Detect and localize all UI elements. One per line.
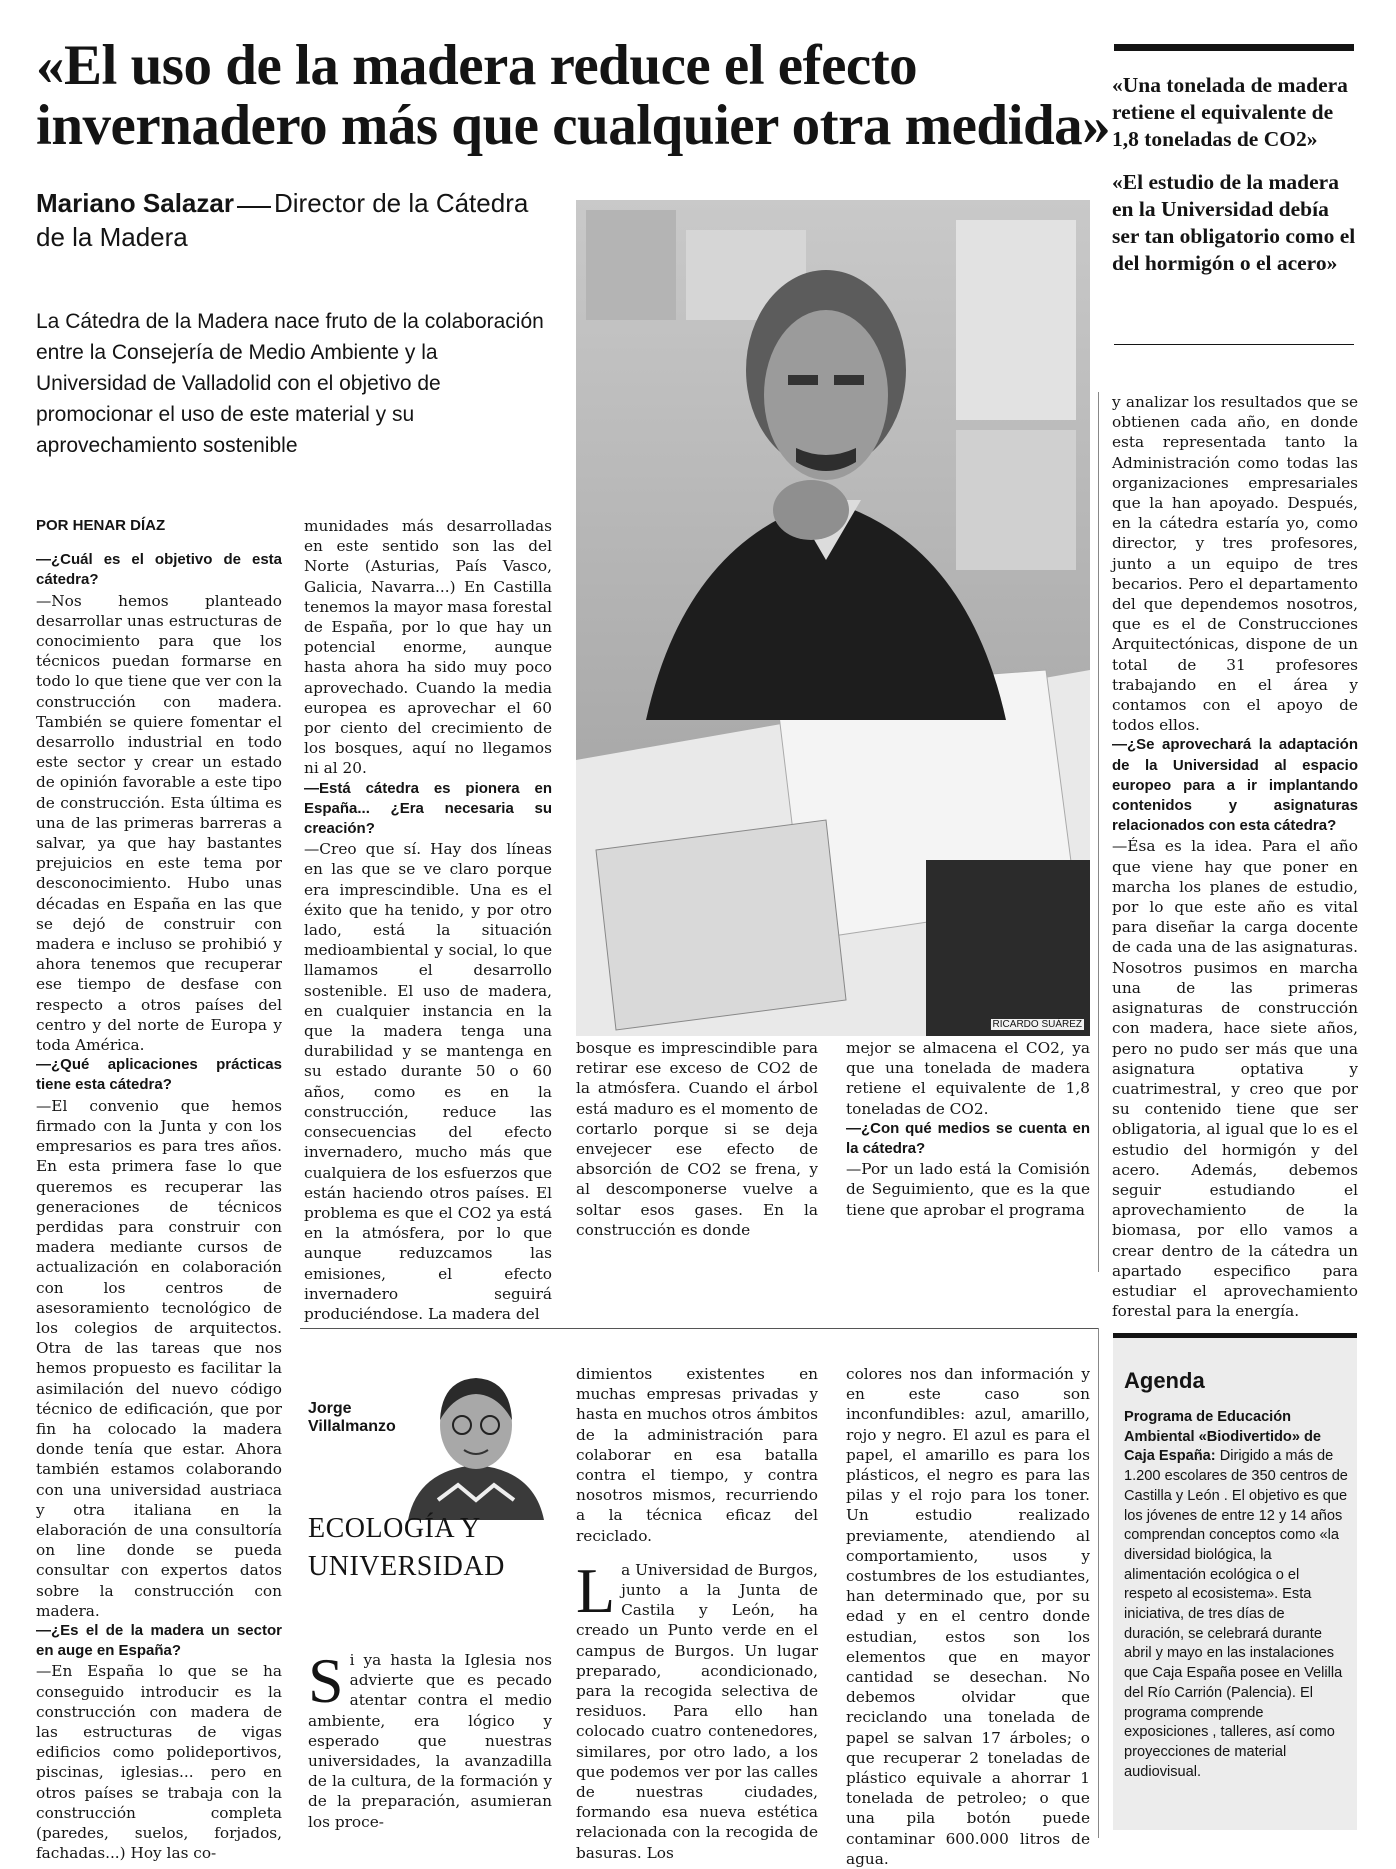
agenda-divider <box>1098 1328 1099 1838</box>
columnist-name <box>308 1400 396 1436</box>
interview-column-5 <box>1112 392 1358 1321</box>
byline <box>36 186 556 254</box>
interview-column-1 <box>36 516 282 1863</box>
interviewee-role-1: Director de la Cátedra <box>273 188 529 218</box>
column-divider <box>1098 392 1099 1272</box>
answer-3: —En España lo que se ha conseguido introducir es la construcción con madera de las estructuras de vigas edificios como polideportivos, piscinas, iglesias... pero en otros países se trabaja con la construcción completa (paredes, suelos, forjados, fachadas...) Hoy las co- <box>36 1662 282 1863</box>
interviewee-name: Mariano Salazar <box>36 188 234 218</box>
intro-paragraph: La Cátedra de la Madera nace fruto de la colaboración entre la Consejería de Medio Ambiente y la Universidad de Valladolid con el objetivo de promocionar el uso de este material y su aprovechamiento sostenible <box>36 310 544 457</box>
interviewee-role-2: de la Madera <box>36 222 188 252</box>
columnist-photo <box>398 1370 553 1520</box>
answer-4: —Creo que sí. Hay dos líneas en las que se ve claro porque era imprescindible. Una es el éxito que ha tenido, y por otro lado, está la situación medioambiental y social, lo que llamamos el desarrollo sostenible. El uso de madera, en cualquier instancia en la que la madera tenga una durabilidad y se mantenga en su estado durante 50 o 60 años, como es en la construcción, reduce las consecuencias del efecto invernadero, mucho más que cualquiera de los esfuerzos que están haciendo otros países. El problema es que el CO2 ya está en la atmósfera, por lo que aunque reduzcamos las emisiones, el efecto invernadero seguirá produciéndose. La madera del <box>304 840 552 1323</box>
column-title-line-1: ECOLOGÍA Y <box>308 1513 481 1544</box>
column-title <box>308 1510 505 1586</box>
pull-quote-rule <box>1114 344 1354 345</box>
columnist-last-name: Villalmanzo <box>308 1418 396 1435</box>
sidebar-top-rule <box>1114 44 1354 51</box>
headline-line-1: «El uso de la madera reduce el efecto <box>36 34 918 97</box>
interview-column-3: bosque es imprescindible para retirar ese exceso de CO2 de la atmósfera. Cuando el árbol está maduro es el momento de cortarlo porque si se deja envejecer ese efecto de absorción de CO2 se frena, y al descomponerse vuelve a soltar esos gases. En la construcción es donde <box>576 1039 818 1239</box>
pull-quotes <box>1112 72 1356 293</box>
question-2: —¿Qué aplicaciones prácticas tiene esta cátedra? <box>36 1056 282 1094</box>
opinion-paragraph-1: i ya hasta la Iglesia nos advierte que es pecado atentar contra el medio ambiente, era lógico y esperado que nuestras universidades, la avanzadilla de la cultura, de la formación y de la preparación, asumieran los proce- <box>308 1651 552 1831</box>
opinion-column-3: colores nos dan información y en este caso son inconfundibles: azul, amarillo, rojo y negro. El azul es para el papel, el amarillo es para los plásticos, el negro es para las pilas y el rojo para los toner. Un estudio realizado previamente, atendiendo al comportamiento, usos y costumbres de los estudiantes, han determinado que, por su edad y en el centro donde estudian, estos son los elementos que en mayor cantidad se desechan. No debemos olvidar que reciclando una tonelada de papel se salvan 17 árboles; o que recuperar 2 toneladas de plástico equivale a ahorrar 1 tonelada de petroleo; o que una pila botón puede contaminar 600.000 litros de agua. <box>846 1365 1090 1868</box>
answer-6: —Ésa es la idea. Para el año que viene hay que poner en marcha los planes de estudio, por lo que este año es vital para diseñar la carga docente de cada una de las asignaturas. Nosotros pusimos en marcha una de las primeras asignaturas de construcción con madera, hace siete años, pero no pudo ser más que una asignatura optativa y cuatrimestral, y creo que por su contenido tiene que ser obligatoria, al igual que lo es el estudio del hormigón y del acero. Además, debemos seguir estudiando el aprovechamiento de la biomasa, por ello vamos a crear dentro de la cátedra un apartado especifico para estudiar el aprovechamiento forestal para la energía. <box>1112 837 1358 1321</box>
question-3: —¿Es el de la madera un sector en auge en España? <box>36 1621 282 1660</box>
answer-2: —El convenio que hemos firmado con la Junta y con los empresarios es para tres años. En esta primera fase lo que queremos es recuperar las generaciones de técnicos perdidas para construir con madera mediante cursos de actualización en colaboración con los centros de asesoramiento tecnológico de los colegios de arquitectos. Otra de las tareas que nos hemos propuesto es facilitar la asimilación del nuevo código técnico de edificación, que por fin ha colocado la madera donde tenía que estar. Ahora también estamos colaborando con una universidad austriaca y otra italiana en la elaboración de una consultoría on line donde se pueda consultar con expertos datos sobre la construcción con madera. <box>36 1096 282 1620</box>
agenda-text <box>1124 1408 1348 1782</box>
agenda-event-title: Programa de Educación Ambiental «Biodivertido» de Caja España: <box>1124 1409 1322 1465</box>
headline-line-2: invernadero más que cualquier otra medida» <box>36 94 1111 157</box>
byline-dash <box>237 206 271 208</box>
column-5-text: y analizar los resultados que se obtienen cada año, en donde esta representada tanto la Administración como todas las organizaciones empresariales que la han apoyado. Después, en la cátedra estaría yo, como director, y tres profesores, junto a un equipo de tres becarios. Pero el departamento del que dependemos nosotros, que es el de Construcciones Arquitectónicas, dispone de un total de 31 profesores trabajando en el área y contamos con el apoyo de todos ellos. <box>1112 393 1358 735</box>
pull-quote-1: «Una tonelada de madera retiene el equivalente de 1,8 toneladas de CO2» <box>1112 73 1348 151</box>
column-4-text: mejor se almacena el CO2, ya que una tonelada de madera retiene el equivalente de 1,8 toneladas de CO2. <box>846 1039 1090 1118</box>
column-section-rule <box>300 1328 1098 1329</box>
answer-1: —Nos hemos planteado desarrollar unas estructuras de conocimiento para que los técnicos puedan formarse en todo lo que tiene que ver con la construcción con madera. También se quiere fomentar el desarrollo industrial en todo este sector y crear un estado de opinión favorable a este tipo de construcción. Esta última es una de las primeras barreras a salvar, ya que hay bastantes prejuicios en este tema por desconocimiento. Hubo unas décadas en España en las que se dejó de construir con madera e incluso se prohibió y ahora tenemos que recuperar ese tiempo de desfase con respecto a otros países del centro y del norte de Europa y toda América. <box>36 591 282 1055</box>
headline <box>36 36 1116 156</box>
columnist-first-name: Jorge <box>308 1400 352 1417</box>
opinion-paragraph-1-continued: dimientos existentes en muchas empresas privadas y hasta en muchos otros ámbitos de la administración para colaborar en esa batalla contra el tiempo, y contra nosotros mismos, recurriendo a la técnica eficaz del reciclado. <box>576 1365 818 1545</box>
question-5: —¿Con qué medios se cuenta en la cátedra? <box>846 1119 1090 1158</box>
question-4: —Está cátedra es pionera en España... ¿Era necesaria su creación? <box>304 779 552 838</box>
question-1: —¿Cuál es el objetivo de esta cátedra? <box>36 551 282 589</box>
question-6: —¿Se aprovechará la adaptación de la Universidad al espacio europeo para a ir implantando contenidos y asignaturas relacionados con esta cátedra? <box>1112 736 1358 835</box>
column-title-line-2: UNIVERSIDAD <box>308 1551 505 1582</box>
agenda-event-description: Dirigido a más de 1.200 escolares de 350 centros de Castilla y León . El objetivo es que los jóvenes de entre 12 y 14 años comprendan conceptos como «la diversidad biológica, la alimentación ecológica o el respeto al ecosistema». Esta iniciativa, de tres días de duración, se celebrará durante abril y mayo en las instalaciones que Caja España posee en Velilla del Río Carrión (Palencia). El programa comprende exposiciones , talleres, así como proyecciones de material audiovisual. <box>1124 1448 1348 1780</box>
author-credit: POR HENAR DÍAZ <box>36 517 166 534</box>
agenda-title: Agenda <box>1124 1368 1205 1393</box>
interview-column-2 <box>304 516 552 1324</box>
dropcap-s: S <box>308 1645 344 1716</box>
photo-illustration <box>576 200 1090 1036</box>
opinion-column-1 <box>308 1645 552 1832</box>
opinion-paragraph-2: La Universidad de Burgos, junto a la Junta de Castila y León, ha creado un Punto verde en el campus de Burgos. Un lugar preparado, acondicionado, para la recogida selectiva de residuos. Para ello han colocado cuatro contenedores, similares, por otro lado, a los que podemos ver por las calles de nuestras ciudades, formando esa nueva estética relacionada con la recogida de basuras. Los <box>576 1554 818 1862</box>
opinion-column-2 <box>576 1364 818 1863</box>
answer-5: —Por un lado está la Comisión de Seguimiento, que es la que tiene que aprobar el programa <box>846 1160 1090 1219</box>
photo-credit: RICARDO SUÁREZ <box>992 1019 1082 1030</box>
interviewee-photo <box>576 200 1090 1036</box>
answer-3-continued: munidades más desarrolladas en este sentido son las del Norte (Asturias, País Vasco, Galicia, Navarra...) En Castilla tenemos la mayor masa forestal de España, por lo que hay un potencial enorme, aunque hasta ahora ha sido muy poco aprovechado. Cuando la media europea es aprovechar el 60 por ciento del crecimiento de los bosques, aquí no llegamos ni al 20. <box>304 517 552 778</box>
interview-column-4 <box>846 1038 1090 1220</box>
pull-quote-2: «El estudio de la madera en la Universidad debía ser tan obligatorio como el del hormigón o el acero» <box>1112 170 1356 275</box>
dropcap-l: L <box>576 1554 616 1626</box>
columnist-portrait <box>398 1370 553 1520</box>
